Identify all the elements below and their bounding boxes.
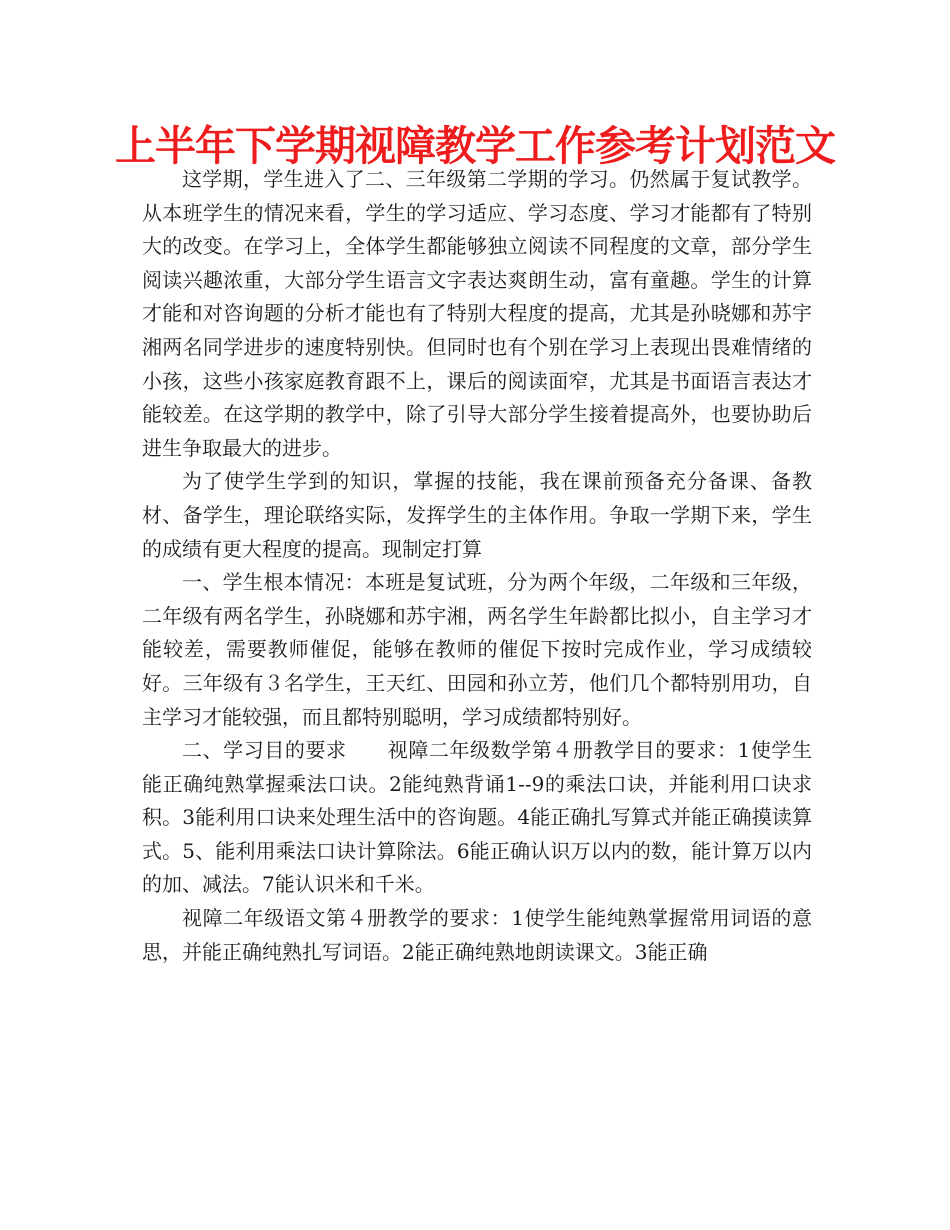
paragraph-purpose: 为了使学生学到的知识，掌握的技能，我在课前预备充分备课、备教材、备学生，理论联络实际，发挥学生的主体作用。争取一学期下来，学生的成绩有更大程度的提高。现制定打算: [142, 469, 812, 561]
document-title: 上半年下学期视障教学工作参考计划范文: [115, 122, 835, 170]
paragraph-math-goals: 二、学习目的要求 视障二年级数学第４册教学目的要求：1使学生能正确纯熟掌握乘法口诀。2能纯熟背诵1--9的乘法口诀，并能利用口诀求积。3能利用口诀来处理生活中的咨询题。4能正确扎写算式并能正确摸读算式。5、能利用乘法口诀计算除法。6能正确认识万以内的数，能计算万以内的加、减法。7能认识米和千米。: [142, 738, 812, 897]
paragraph-chinese-goals: 视障二年级语文第４册教学的要求：1使学生能纯熟掌握常用词语的意思，并能正确纯熟扎写词语。2能正确纯熟地朗读课文。3能正确: [142, 906, 812, 964]
paragraph-intro: 这学期，学生进入了二、三年级第二学期的学习。仍然属于复试教学。从本班学生的情况来看，学生的学习适应、学习态度、学习才能都有了特别大的改变。在学习上，全体学生都能够独立阅读不同程度的文章，部分学生阅读兴趣浓重，大部分学生语言文字表达爽朗生动，富有童趣。学生的计算才能和对咨询题的分析才能也有了特别大程度的提高，尤其是孙晓娜和苏宇湘两名同学进步的速度特别快。但同时也有个别在学习上表现出畏难情绪的小孩，这些小孩家庭教育跟不上，课后的阅读面窄，尤其是书面语言表达才能较差。在这学期的教学中，除了引导大部分学生接着提高外，也要协助后进生争取最大的进步。: [142, 167, 812, 460]
document-body: [142, 163, 812, 969]
paragraph-student-situation: 一、学生根本情况：本班是复试班，分为两个年级，二年级和三年级，二年级有两名学生，孙晓娜和苏宇湘，两名学生年龄都比拟小，自主学习才能较差，需要教师催促，能够在教师的催促下按时完成作业，学习成绩较好。三年级有３名学生，王天红、田园和孙立芳，他们几个都特别用功，自主学习才能较强，而且都特别聪明，学习成绩都特别好。: [142, 570, 812, 729]
